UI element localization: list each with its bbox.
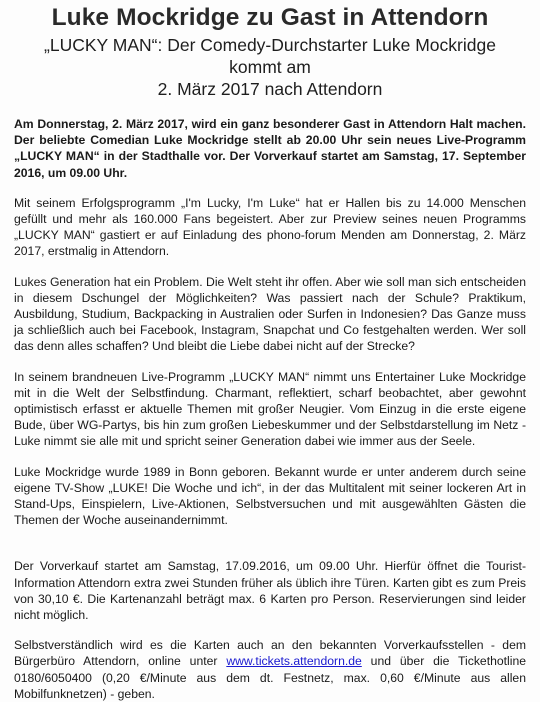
subtitle (14, 34, 526, 100)
subtitle-line-2: kommt am (229, 57, 311, 77)
document-page (0, 4, 540, 701)
subtitle-line-3: 2. März 2017 nach Attendorn (157, 79, 383, 99)
ticket-outlets-text-after: und über die Tickethotline 0180/6050400 (0,20 €/Minute aus dem dt. Festnetz, max. 0,60 €/Minute aus allen Mobilfunknetzen) - geben. (14, 654, 526, 701)
subtitle-line-1: „LUCKY MAN“: Der Comedy-Durchstarter Luke Mockridge (44, 35, 496, 55)
paragraph-new-program: In seinem brandneuen Live-Programm „LUCKY MAN“ nimmt uns Entertainer Luke Mockridge mit in die Welt der Selbstfindung. Charmant, reflektiert, scharf beobachtet, aber gewohnt optimistisch erfasst er aktuelle Themen mit großer Neugier. Vom Einzug in die erste eigene Bude, über WG-Partys, bis hin zum großen Liebeskummer und der Selbstdarstellung im Netz - Luke nimmt sie alle mit und spricht seiner Generation dabei wie immer aus der Seele. (14, 369, 526, 449)
lead-paragraph: Am Donnerstag, 2. März 2017, wird ein ganz besonderer Gast in Attendorn Halt machen. Der beliebte Comedian Luke Mockridge stellt ab 20.00 Uhr sein neues Live-Programm „LUCKY MAN“ in der Stadthalle vor. Der Vorverkauf startet am Samstag, 17. September 2016, um 09.00 Uhr. (14, 117, 526, 180)
paragraph-ticket-outlets (14, 637, 526, 702)
paragraph-presale: Der Vorverkauf startet am Samstag, 17.09.2016, um 09.00 Uhr. Hierfür öffnet die Tourist-Information Attendorn extra zwei Stunden früher als üblich ihre Türen. Karten gibt es zum Preis von 30,10 €. Die Kartenanzahl beträgt max. 6 Karten pro Person. Reservierungen sind leider nicht möglich. (14, 559, 526, 623)
tickets-link[interactable]: www.tickets.attendorn.de (226, 654, 362, 669)
page-title: Luke Mockridge zu Gast in Attendorn (51, 4, 489, 31)
paragraph-generation: Lukes Generation hat ein Problem. Die Welt steht ihr offen. Aber wie soll man sich entscheiden in diesem Dschungel der Möglichkeiten? Was passiert nach der Schule? Praktikum, Ausbildung, Studium, Backpacking in Australien oder Surfen in Indonesien? Das Ganze muss ja schließlich auch bei Facebook, Instagram, Snapchat und Co festgehalten werden. Wer soll das denn alles schaffen? Und bleibt die Liebe dabei nicht auf der Strecke? (14, 274, 526, 354)
ticket-outlets-text-before: Selbstverständlich wird es die Karten auch an den bekannten Vorverkaufsstellen - dem Bürgerbüro Attendorn, online unter (14, 638, 526, 669)
paragraph-biography: Luke Mockridge wurde 1989 in Bonn geboren. Bekannt wurde er unter anderem durch seine eigene TV-Show „LUKE! Die Woche und ich“, in der das Multitalent mit seiner lockeren Art in Stand-Ups, Einspielern, Live-Aktionen, Selbstversuchen und mit ausgewählten Gästen die Themen der Woche auseinandernimmt. (14, 464, 526, 528)
paragraph-success-program: Mit seinem Erfolgsprogramm „I'm Lucky, I'm Luke“ hat er Hallen bis zu 14.000 Menschen gefüllt und mehr als 160.000 Fans begeistert. Aber zur Preview seines neuen Programms „LUCKY MAN“ gastiert er auf Einladung des phono-forum Menden am Donnerstag, 2. März 2017, erstmalig in Attendorn. (14, 195, 526, 259)
